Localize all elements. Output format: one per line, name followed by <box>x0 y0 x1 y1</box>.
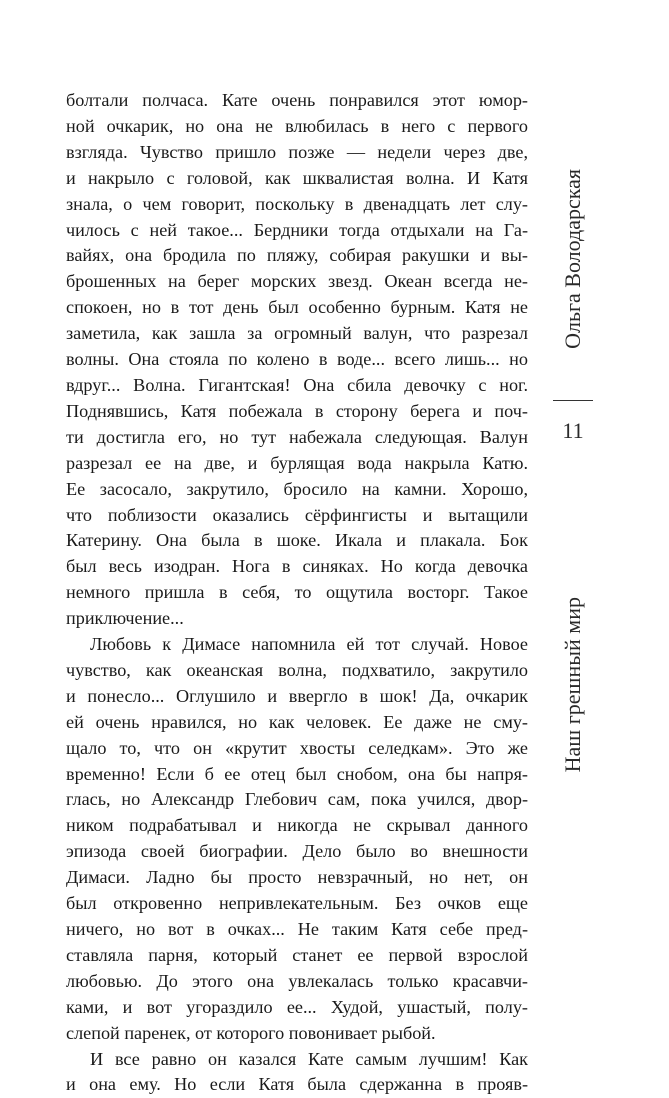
text-line: и понесло... Оглушило и ввергло в шок! Да, очкарик <box>66 685 528 706</box>
text-line: слепой паренек, от которого повонивает рыбой. <box>66 1022 436 1043</box>
text-line: Катерину. Она была в шоке. Икала и плакала. Бок <box>66 530 528 551</box>
text-line: был весь изодран. Нога в синяках. Но когда девочка <box>66 556 528 577</box>
text-line: Димаси. Ладно бы просто невзрачный, но нет, он <box>66 867 528 888</box>
running-head-title-box <box>548 475 598 895</box>
text-line: временно! Если б ее отец был снобом, она бы напря- <box>66 763 528 784</box>
text-line: спокоен, но в тот день был особенно бурным. Катя не <box>66 297 528 318</box>
text-line: волны. Она стояла по колено в воде... всего лишь... но <box>66 349 528 370</box>
text-line: ти достигла его, но тут набежала следующая. Валун <box>66 426 528 447</box>
text-line: и накрыло с головой, как шквалистая волна. И Катя <box>66 167 528 188</box>
text-line: болтали полчаса. Кате очень понравился этот юмор- <box>66 90 528 110</box>
text-line: Поднявшись, Катя побежала в сторону берега и поч- <box>66 400 528 421</box>
text-line: вдруг... Волна. Гигантская! Она сбила девочку с ног. <box>66 374 528 395</box>
text-line: ками, и вот угораздило ее... Худой, ушастый, полу- <box>66 996 528 1017</box>
text-line: приключение... <box>66 608 184 629</box>
text-line: разрезал ее на две, и бурлящая вода накрыла Катю. <box>66 452 528 473</box>
text-line: брошенных на берег морских звезд. Океан всегда не- <box>66 271 528 292</box>
text-line: и она ему. Но если Катя была сдержанна в прояв- <box>66 1074 528 1095</box>
text-line: щало то, что он «крутит хвосты селедкам». Это же <box>66 737 528 758</box>
text-line: И все равно он казался Кате самым лучшим! Как <box>90 1048 528 1069</box>
text-line: ставляла парня, который станет ее первой взрослой <box>66 944 528 965</box>
text-line: что поблизости оказались сёрфингисты и вытащили <box>66 504 528 525</box>
text-line: ником подрабатывал и никогда не скрывал данного <box>66 815 528 836</box>
running-head-divider <box>553 400 593 401</box>
text-line: ной очкарик, но она не влюбилась в него с первого <box>66 115 528 136</box>
page-number: 11 <box>562 418 584 443</box>
text-line: заметила, как зашла за огромный валун, что разрезал <box>66 323 528 344</box>
text-line: ничего, но вот в очках... Не таким Катя себе пред- <box>66 919 528 939</box>
text-line: был откровенно непривлекательным. Без очков еще <box>66 893 528 914</box>
text-line: вайях, она бродила по пляжу, собирая ракушки и вы- <box>66 245 528 266</box>
text-line: Ее засосало, закрутило, бросило на камни. Хорошо, <box>66 478 528 499</box>
text-line: любовью. До этого она увлекалась только красавчи- <box>66 970 528 991</box>
text-line: ей очень нравился, но как человек. Ее даже не сму- <box>66 711 528 732</box>
text-line: чилось с ней такое... Бердники тогда отдыхали на Га- <box>66 219 528 240</box>
running-head-author-box <box>548 130 598 388</box>
text-line: взгляда. Чувство пришло позже — недели через две, <box>66 141 528 162</box>
text-line: эпизода своей биографии. Дело было во внешности <box>66 841 528 862</box>
text-line: глась, но Александр Глебович сам, пока учился, двор- <box>66 789 528 810</box>
running-head-author: Ольга Володарская <box>560 169 585 349</box>
running-head-book-title: Наш грешный мир <box>560 597 585 773</box>
text-line: немного пришла в себя, то ощутила восторг. Такое <box>66 582 528 603</box>
text-line: Любовь к Димасе напомнила ей тот случай. Новое <box>90 634 528 655</box>
running-head <box>548 130 598 980</box>
text-line: чувство, как океанская волна, подхватило, закрутило <box>66 659 528 680</box>
text-line: знала, о чем говорит, поскольку в двенадцать лет слу- <box>66 193 528 214</box>
body-text <box>66 88 528 1098</box>
